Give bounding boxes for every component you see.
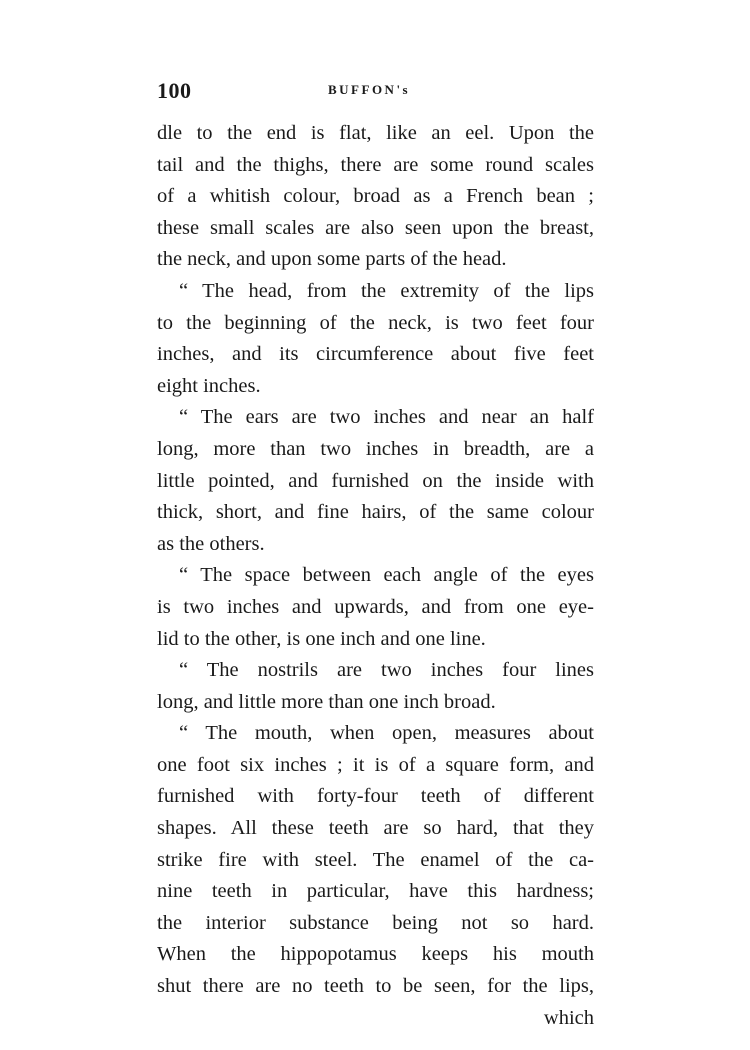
text-line: thick, short, and fine hairs, of the same colour xyxy=(157,501,594,524)
text-line: to the beginning of the neck, is two feet four xyxy=(157,311,594,334)
text-line: little pointed, and furnished on the inside with xyxy=(157,469,594,492)
body-text xyxy=(157,118,594,1003)
paragraph xyxy=(157,560,594,655)
paragraph xyxy=(157,718,594,1002)
text-line: shut there are no teeth to be seen, for the lips, xyxy=(157,975,594,998)
page-number: 100 xyxy=(157,78,192,103)
text-line: of a whitish colour, broad as a French bean ; xyxy=(157,185,594,208)
text-line: lid to the other, is one inch and one line. xyxy=(157,627,486,650)
text-line: the neck, and upon some parts of the head. xyxy=(157,248,507,271)
text-line: “ The nostrils are two inches four lines xyxy=(179,659,594,682)
catchword: which xyxy=(543,1006,594,1029)
text-line: as the others. xyxy=(157,532,265,555)
text-line: shapes. All these teeth are so hard, that they xyxy=(157,817,594,840)
text-line: nine teeth in particular, have this hardness; xyxy=(157,880,594,903)
text-line: “ The head, from the extremity of the lips xyxy=(179,279,594,302)
text-line: long, more than two inches in breadth, are a xyxy=(157,437,594,460)
text-line: “ The mouth, when open, measures about xyxy=(179,722,594,745)
text-line: furnished with forty-four teeth of different xyxy=(157,785,594,808)
text-line: inches, and its circumference about five feet xyxy=(157,343,594,366)
text-line: the interior substance being not so hard. xyxy=(157,911,594,934)
text-line: long, and little more than one inch broad. xyxy=(157,690,496,713)
text-line: these small scales are also seen upon the breast, xyxy=(157,216,594,239)
book-page xyxy=(157,78,594,1034)
paragraph xyxy=(157,276,594,402)
text-line: “ The ears are two inches and near an half xyxy=(179,406,594,429)
text-line: one foot six inches ; it is of a square form, and xyxy=(157,753,594,776)
running-title: BUFFON's xyxy=(328,82,411,97)
text-line: is two inches and upwards, and from one eye- xyxy=(157,595,594,618)
text-line: strike fire with steel. The enamel of the ca- xyxy=(157,848,594,871)
text-line: When the hippopotamus keeps his mouth xyxy=(157,943,594,966)
text-line: eight inches. xyxy=(157,374,261,397)
text-line: “ The space between each angle of the eyes xyxy=(179,564,594,587)
running-head xyxy=(157,78,594,110)
paragraph xyxy=(157,402,594,560)
text-line: dle to the end is flat, like an eel. Upon the xyxy=(157,122,594,144)
paragraph xyxy=(157,655,594,718)
text-line: tail and the thighs, there are some round scales xyxy=(157,153,594,176)
paragraph xyxy=(157,118,594,276)
